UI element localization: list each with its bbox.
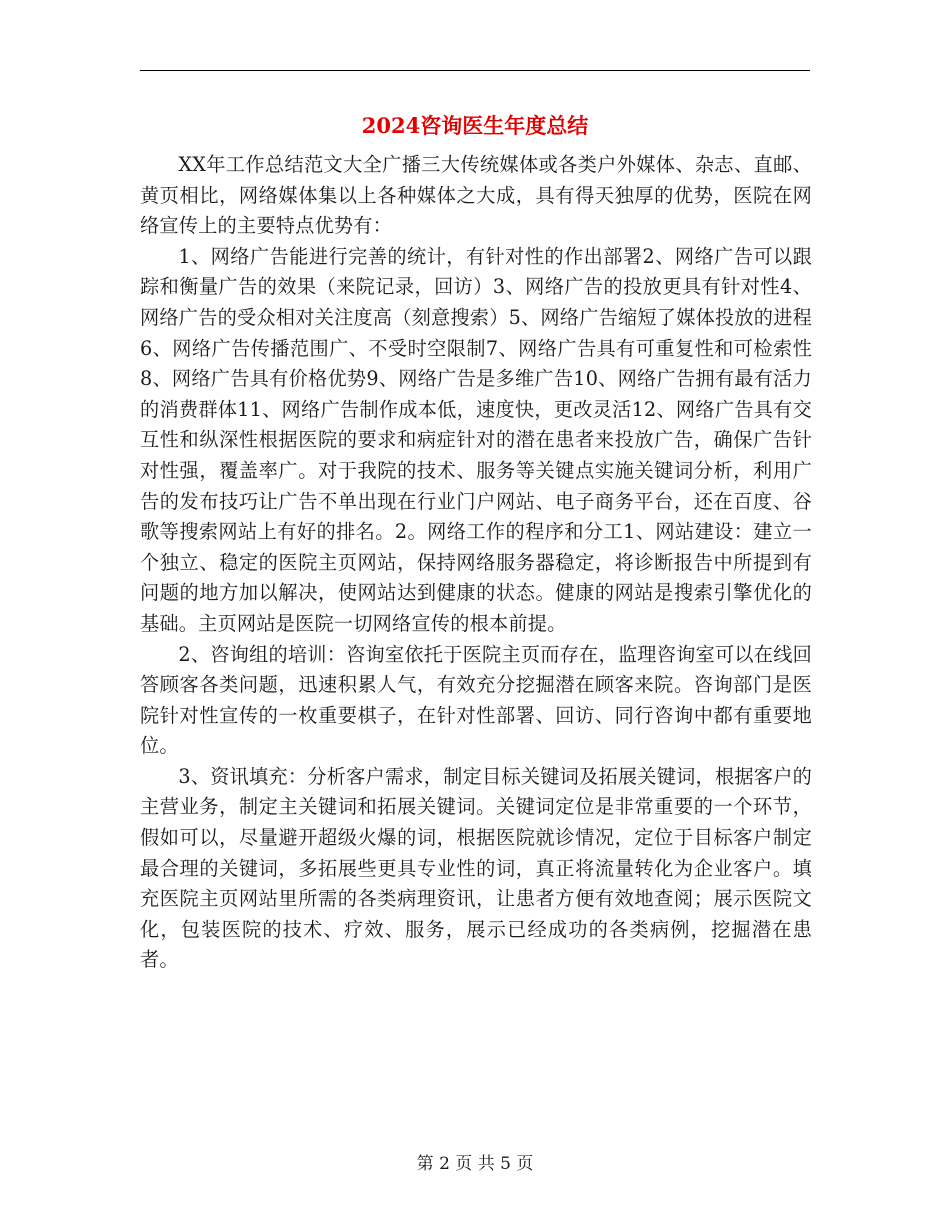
- paragraph-training: 2、咨询组的培训：咨询室依托于医院主页而存在，监理咨询室可以在线回答顾客各类问题，迅速积累人气，有效充分挖掘潜在顾客来院。咨询部门是医院针对性宣传的一枚重要棋子，在针对性部署、回访、同行咨询中都有重要地位。: [140, 642, 812, 758]
- header-rule: [140, 70, 810, 71]
- paragraph-intro: XX年工作总结范文大全广播三大传统媒体或各类户外媒体、杂志、直邮、黄页相比，网络媒体集以上各种媒体之大成，具有得天独厚的优势，医院在网络宣传上的主要特点优势有：: [140, 153, 812, 238]
- paragraph-advantages: 1、网络广告能进行完善的统计，有针对性的作出部署2、网络广告可以跟踪和衡量广告的效果（来院记录，回访）3、网络广告的投放更具有针对性4、网络广告的受众相对关注度高（刻意搜索）5、网络广告缩短了媒体投放的进程6、网络广告传播范围广、不受时空限制7、网络广告具有可重复性和可检索性8、网络广告具有价格优势9、网络广告是多维广告10、网络广告拥有最有活力的消费群体11、网络广告制作成本低，速度快，更改灵活12、网络广告具有交互性和纵深性根据医院的要求和病症针对的潜在患者来投放广告，确保广告针对性强，覆盖率广。对于我院的技术、服务等关键点实施关键词分析，利用广告的发布技巧让广告不单出现在行业门户网站、电子商务平台，还在百度、谷歌等搜索网站上有好的排名。2。网络工作的程序和分工1、网站建设：建立一个独立、稳定的医院主页网站，保持网络服务器稳定，将诊断报告中所提到有问题的地方加以解决，使网站达到健康的状态。健康的网站是搜索引擎优化的基础。主页网站是医院一切网络宣传的根本前提。: [140, 244, 812, 635]
- document-body: [140, 150, 812, 976]
- page-number: 第 2 页 共 5 页: [416, 1154, 534, 1174]
- document-title: 2024咨询医生年度总结: [361, 113, 589, 138]
- paragraph-content: 3、资讯填充：分析客户需求，制定目标关键词及拓展关键词，根据客户的主营业务，制定主关键词和拓展关键词。关键词定位是非常重要的一个环节，假如可以，尽量避开超级火爆的词，根据医院就诊情况，定位于目标客户制定最合理的关键词，多拓展些更具专业性的词，真正将流量转化为企业客户。填充医院主页网站里所需的各类病理资讯，让患者方便有效地查阅；展示医院文化，包装医院的技术、疗效、服务，展示已经成功的各类病例，挖掘潜在患者。: [140, 764, 812, 972]
